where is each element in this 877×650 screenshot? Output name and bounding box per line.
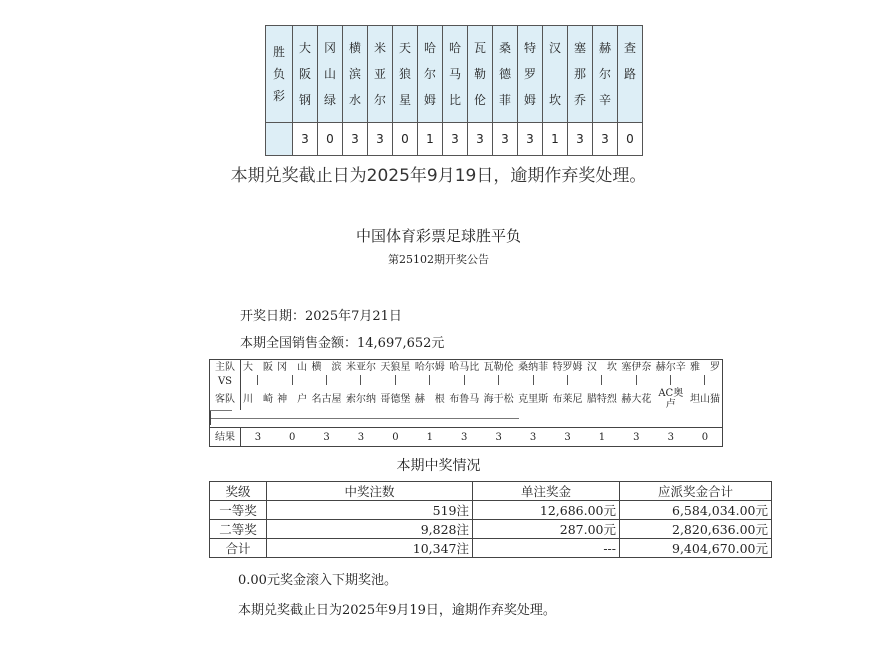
vs-divider [688, 374, 723, 388]
away-team: AC奥卢 [658, 388, 684, 410]
separator [475, 411, 497, 425]
total-prize: 6,584,034.00元 [620, 501, 772, 520]
separator [255, 411, 277, 425]
match-result: 0 [688, 428, 723, 447]
prize-table [209, 481, 772, 558]
home-team: 哈马比 [449, 361, 480, 373]
result-cell: 3 [518, 123, 543, 156]
result-cell: 3 [468, 123, 493, 156]
home-team: 桑纳菲 [518, 361, 549, 373]
result-cell: 1 [418, 123, 443, 156]
vs-label: VS [210, 374, 241, 388]
vs-divider [275, 374, 309, 388]
vs-divider [516, 374, 550, 388]
away-team: 索尔纳 [345, 393, 376, 405]
vs-row [210, 374, 723, 388]
result-cell: 0 [618, 123, 643, 156]
away-team: 坦山猫 [689, 393, 720, 405]
home-team-row [210, 360, 723, 375]
separator [431, 411, 453, 425]
home-team: 大 阪 [242, 361, 273, 373]
team-cell: 天 狼 星 [393, 26, 418, 123]
result-cell: 0 [393, 123, 418, 156]
vs-divider [654, 374, 688, 388]
top-claim-deadline-notice: 本期兑奖截止日为2025年9月19日，逾期作弃奖处理。 [230, 166, 647, 186]
match-result: 3 [481, 428, 515, 447]
prize-row [210, 520, 772, 539]
prize-tier: 二等奖 [210, 520, 267, 539]
prize-row [210, 501, 772, 520]
match-result: 0 [275, 428, 309, 447]
match-result: 3 [516, 428, 550, 447]
prize-header-cell: 应派奖金合计 [620, 482, 772, 501]
home-team: 横 滨 [311, 361, 342, 373]
separator [277, 411, 299, 425]
match-table [209, 359, 723, 447]
prize-heading: 本期中奖情况 [396, 458, 481, 474]
team-cell: 查 路 [618, 26, 643, 123]
team-cell: 瓦 勒 伦 [468, 26, 493, 123]
prize-tier: 合计 [210, 539, 267, 558]
away-team: 赫大花 [621, 393, 652, 405]
match-result: 3 [344, 428, 378, 447]
unit-prize: --- [473, 539, 620, 558]
match-result: 3 [309, 428, 343, 447]
prize-header-cell: 单注奖金 [473, 482, 620, 501]
home-team: 米亚尔 [345, 361, 376, 373]
team-cell: 米 亚 尔 [368, 26, 393, 123]
home-team: 赫尔辛 [655, 361, 686, 373]
home-team: 塞伊奈 [621, 361, 652, 373]
match-result: 3 [447, 428, 481, 447]
away-team: 川 崎 [242, 393, 273, 405]
unit-prize: 287.00元 [473, 520, 620, 539]
away-team: 赫 根 [414, 393, 445, 405]
announcement-subtitle: 第25102期开奖公告 [388, 253, 489, 266]
team-cell: 哈 马 比 [443, 26, 468, 123]
away-team: 名古屋 [311, 393, 342, 405]
result-cell: 1 [543, 123, 568, 156]
home-team: 雅 罗 [689, 361, 720, 373]
vs-divider [378, 374, 412, 388]
separator-row [210, 410, 232, 425]
home-team: 冈 山 [277, 361, 308, 373]
separator [365, 411, 387, 425]
match-result: 1 [413, 428, 447, 447]
away-team: 克里斯 [518, 393, 549, 405]
winner-count: 10,347注 [267, 539, 473, 558]
away-team: 腊特烈 [586, 393, 617, 405]
vs-divider [481, 374, 515, 388]
home-team: 特罗姆 [552, 361, 583, 373]
claim-deadline-notice: 本期兑奖截止日为2025年9月19日，逾期作弃奖处理。 [238, 603, 556, 618]
vs-divider [550, 374, 584, 388]
vs-divider [309, 374, 343, 388]
match-result: 3 [619, 428, 653, 447]
home-team: 汉 坎 [586, 361, 617, 373]
away-team: 海于松 [483, 393, 514, 405]
away-team-row [210, 388, 723, 410]
home-team: 天狼星 [380, 361, 411, 373]
team-cell: 横 滨 水 [343, 26, 368, 123]
match-result: 3 [654, 428, 688, 447]
team-cell: 大 阪 钢 [293, 26, 318, 123]
result-cell: 0 [318, 123, 343, 156]
prize-tier: 一等奖 [210, 501, 267, 520]
result-cell: 3 [568, 123, 593, 156]
away-team: 神 户 [277, 393, 308, 405]
rollover-note: 0.00元奖金滚入下期奖池。 [238, 573, 397, 588]
vs-divider [585, 374, 619, 388]
match-result: 3 [241, 428, 275, 447]
total-prize: 9,404,670.00元 [620, 539, 772, 558]
result-cell: 3 [593, 123, 618, 156]
separator [321, 411, 343, 425]
away-team: 布莱尼 [552, 393, 583, 405]
prize-header-cell: 奖级 [210, 482, 267, 501]
separator [233, 411, 255, 425]
vs-divider [447, 374, 481, 388]
home-team: 瓦勒伦 [483, 361, 514, 373]
match-result: 1 [585, 428, 619, 447]
separator [211, 411, 234, 425]
separator [299, 411, 321, 425]
away-team: 哥德堡 [380, 393, 411, 405]
vs-divider [344, 374, 378, 388]
prize-total-row [210, 539, 772, 558]
vs-divider [619, 374, 653, 388]
winner-count: 9,828注 [267, 520, 473, 539]
team-cell: 桑 德 菲 [493, 26, 518, 123]
team-cell: 塞 那 乔 [568, 26, 593, 123]
separator [453, 411, 475, 425]
away-label: 客队 [210, 388, 241, 410]
vs-divider [241, 374, 275, 388]
vs-divider [413, 374, 447, 388]
total-prize: 2,820,636.00元 [620, 520, 772, 539]
home-team: 哈尔姆 [414, 361, 445, 373]
separator [343, 411, 365, 425]
lottery-label: 胜 负 彩 [266, 26, 293, 123]
sales-amount: 本期全国销售金额：14,697,652元 [240, 336, 445, 351]
prize-header-row [210, 482, 772, 501]
team-cell: 赫 尔 辛 [593, 26, 618, 123]
away-team: 布鲁马 [449, 393, 480, 405]
result-label: 结果 [210, 428, 241, 447]
unit-prize: 12,686.00元 [473, 501, 620, 520]
team-cell: 哈 尔 姆 [418, 26, 443, 123]
prize-header-cell: 中奖注数 [267, 482, 473, 501]
match-result: 3 [550, 428, 584, 447]
separator [409, 411, 431, 425]
match-result-row [210, 428, 723, 447]
result-summary-table [265, 25, 643, 156]
team-cell: 特 罗 姆 [518, 26, 543, 123]
separator [387, 411, 409, 425]
home-label: 主队 [210, 360, 241, 375]
separator [497, 411, 519, 425]
result-cell: 3 [493, 123, 518, 156]
result-cell: 3 [368, 123, 393, 156]
team-cell: 汉 坎 [543, 26, 568, 123]
announcement-title: 中国体育彩票足球胜平负 [355, 227, 521, 245]
result-row [266, 123, 643, 156]
result-cell: 3 [343, 123, 368, 156]
result-cell: 3 [443, 123, 468, 156]
result-header-cell [266, 123, 293, 156]
match-result: 0 [378, 428, 412, 447]
team-cell: 冈 山 绿 [318, 26, 343, 123]
draw-date: 开奖日期：2025年7月21日 [240, 309, 402, 324]
team-name-row [266, 26, 643, 123]
result-cell: 3 [293, 123, 318, 156]
winner-count: 519注 [267, 501, 473, 520]
